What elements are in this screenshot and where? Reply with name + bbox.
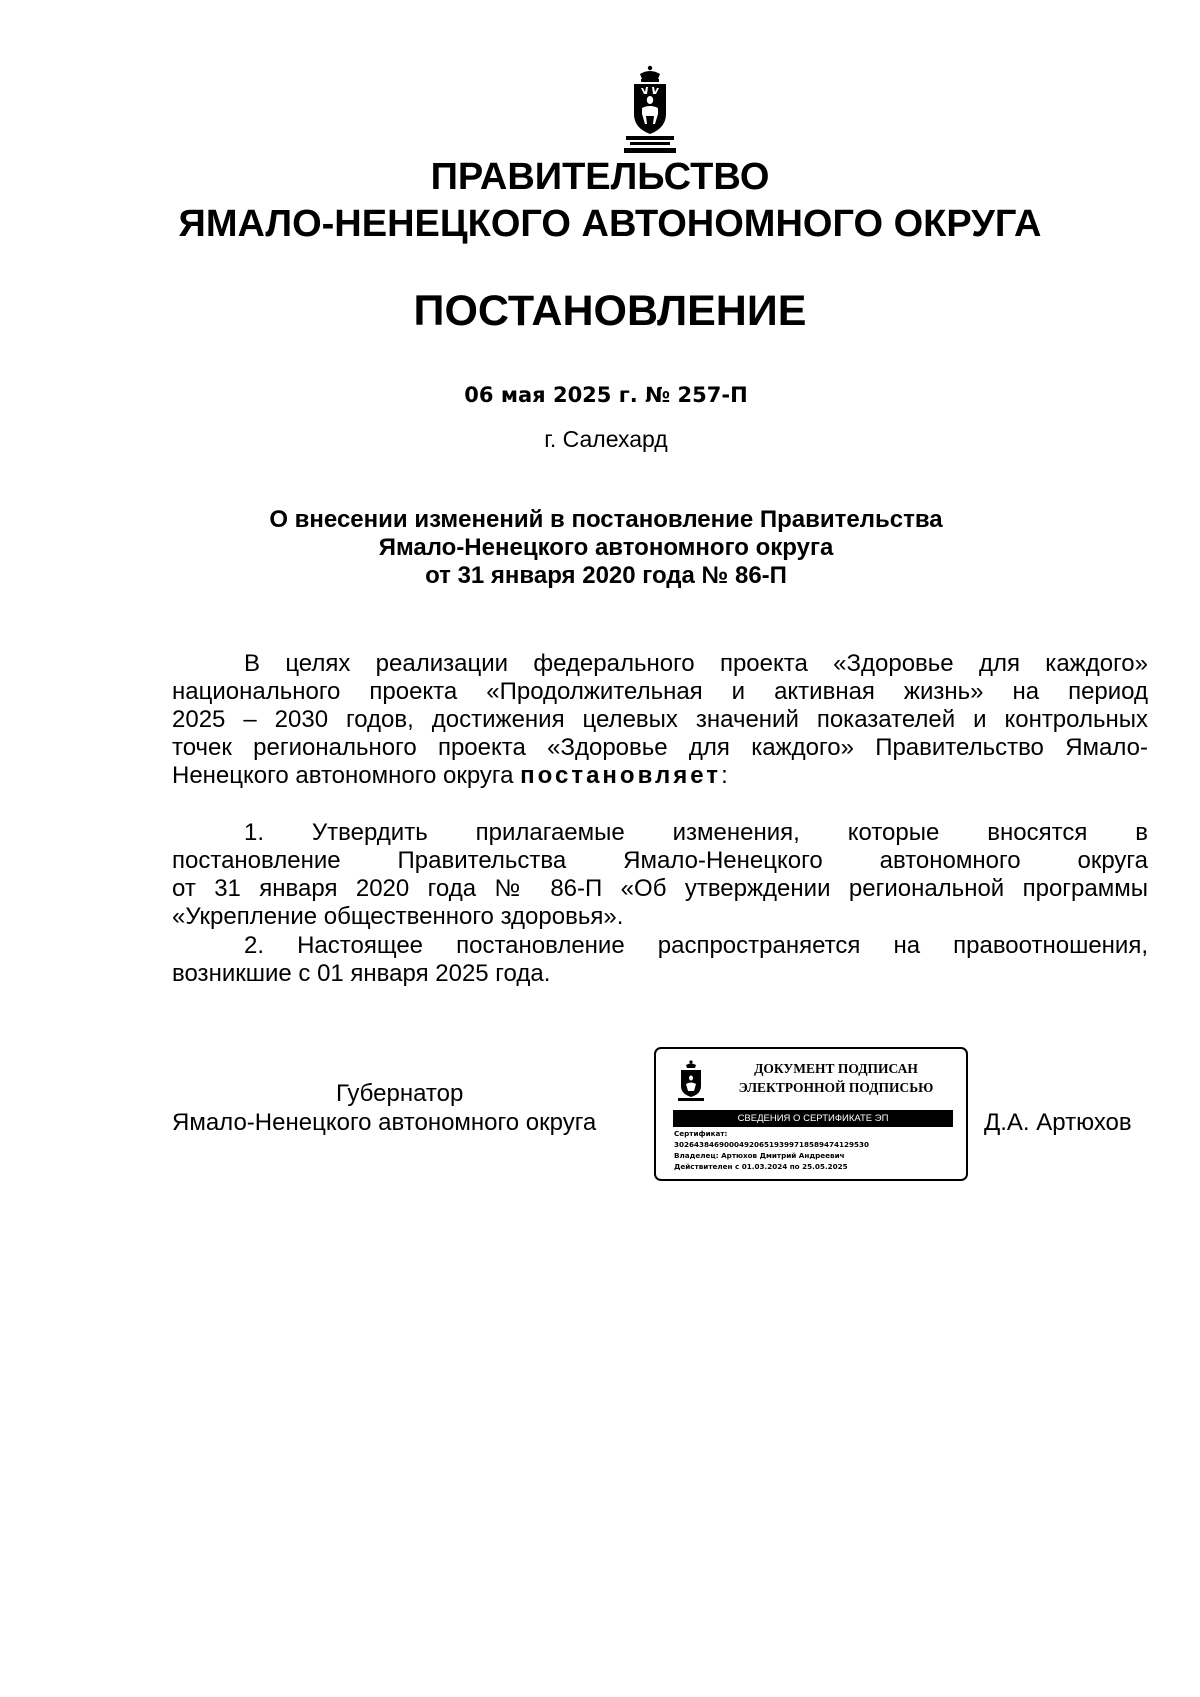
document-date-number: 06 мая 2025 г. № 257-П xyxy=(464,383,748,407)
item1-line: 1. Утвердить прилагаемые изменения, которые вносятся в xyxy=(244,819,1148,846)
signatory-name: Д.А. Артюхов xyxy=(984,1109,1132,1136)
document-type-title: ПОСТАНОВЛЕНИЕ xyxy=(413,287,807,335)
electronic-signature-stamp xyxy=(654,1047,968,1181)
stamp-certificate-label: Сертификат: xyxy=(674,1129,728,1138)
subject-line: Ямало-Ненецкого автономного округа xyxy=(378,534,834,561)
government-name-line2: ЯМАЛО-НЕНЕЦКОГО АВТОНОМНОГО ОКРУГА xyxy=(178,203,1042,245)
item1-line: «Укрепление общественного здоровья». xyxy=(172,903,624,930)
government-name-line1: ПРАВИТЕЛЬСТВО xyxy=(430,156,770,198)
stamp-heading: ЭЛЕКТРОННОЙ ПОДПИСЬЮ xyxy=(738,1080,934,1095)
stamp-owner: Владелец: Артюхов Дмитрий Андреевич xyxy=(674,1151,845,1160)
preamble-line: В целях реализации федерального проекта «Здоровье для каждого» xyxy=(244,650,1148,677)
item1-line: постановление Правительства Ямало-Ненецкого автономного округа xyxy=(172,847,1148,874)
decree-word: постановляет xyxy=(520,762,722,789)
preamble-last-line xyxy=(172,762,1148,790)
item2-line: 2. Настоящее постановление распространяется на правоотношения, xyxy=(244,932,1148,959)
stamp-certificate-bar: СВЕДЕНИЯ О СЕРТИФИКАТЕ ЭП xyxy=(673,1110,953,1127)
stamp-heading: ДОКУМЕНТ ПОДПИСАН xyxy=(754,1061,918,1076)
coat-of-arms-icon xyxy=(676,1059,706,1103)
preamble-line: точек регионального проекта «Здоровье для каждого» Правительство Ямало- xyxy=(172,734,1148,761)
signatory-title-line1: Губернатор xyxy=(336,1080,464,1107)
stamp-validity: Действителен с 01.03.2024 по 25.05.2025 xyxy=(674,1162,848,1171)
item2-line: возникшие с 01 января 2025 года. xyxy=(172,960,551,987)
preamble-line: 2025 – 2030 годов, достижения целевых значений показателей и контрольных xyxy=(172,706,1148,733)
stamp-certificate-value: 302643846900049206519399718589474129530 xyxy=(674,1140,870,1149)
preamble-line-text: Ненецкого автономного округа xyxy=(172,762,521,789)
preamble-line-end: : xyxy=(721,762,728,789)
document-city: г. Салехард xyxy=(544,426,668,452)
item1-line: от 31 января 2020 года № 86-П «Об утверждении региональной программы xyxy=(172,875,1148,902)
preamble-line: национального проекта «Продолжительная и активная жизнь» на период xyxy=(172,678,1148,705)
coat-of-arms-icon xyxy=(622,64,678,156)
signatory-title-line2: Ямало-Ненецкого автономного округа xyxy=(172,1109,597,1136)
subject-line: от 31 января 2020 года № 86-П xyxy=(425,562,787,589)
subject-line: О внесении изменений в постановление Правительства xyxy=(269,506,943,533)
